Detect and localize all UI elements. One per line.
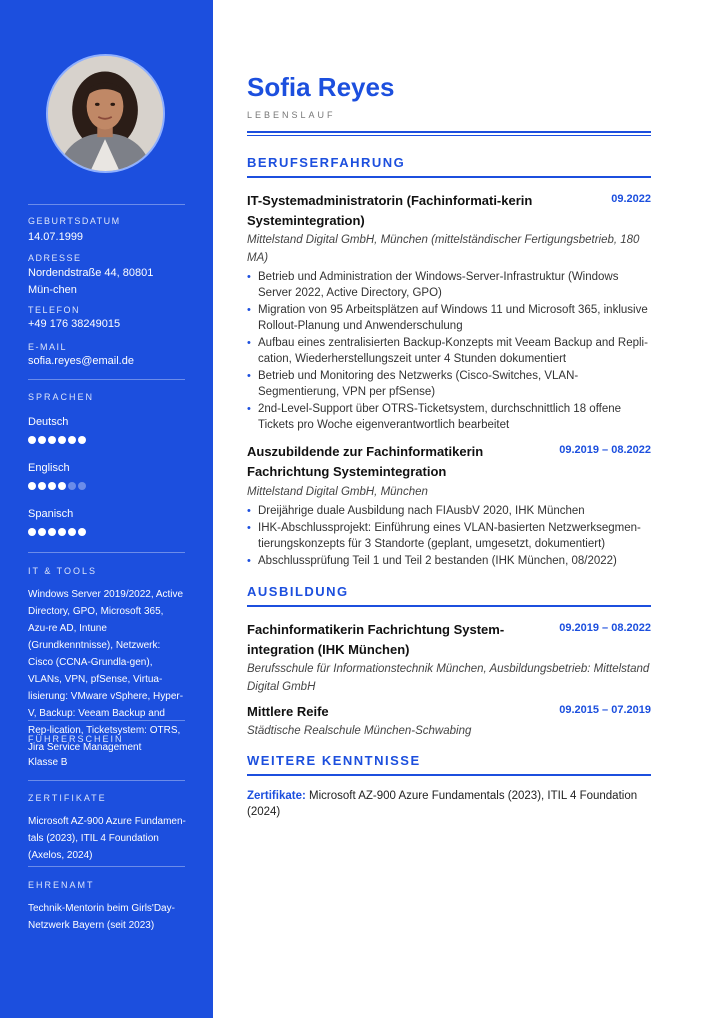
- list-item: • Abschlussprüfung Teil 1 und Teil 2 bestanden (IHK München, 08/2022): [247, 555, 617, 567]
- header-divider: [247, 135, 651, 136]
- education-title: Fachinformatikerin Fachrichtung System-integration (IHK München): [247, 622, 505, 657]
- level-dot-filled: [58, 436, 66, 444]
- page-title: Sofia Reyes: [247, 72, 395, 102]
- languages-heading: SPRACHEN: [28, 392, 95, 402]
- birthdate-label: GEBURTSDATUM: [28, 216, 121, 226]
- experience-heading: BERUFSERFAHRUNG: [247, 155, 406, 170]
- level-dot-filled: [28, 482, 36, 490]
- email-label: E-MAIL: [28, 342, 68, 352]
- license-text: Klasse B: [28, 757, 68, 768]
- sidebar-divider: [28, 720, 185, 721]
- job-bullets: [247, 269, 651, 434]
- level-dot-filled: [48, 528, 56, 536]
- address-label: ADRESSE: [28, 253, 82, 263]
- page-subtitle: LEBENSLAUF: [247, 110, 336, 120]
- list-item: • Migration von 95 Arbeitsplätzen auf Windows 11 und Microsoft 365, inklusive Rollout-Planung und Anwenderschulung: [247, 304, 648, 332]
- certificates-text: Microsoft AZ-900 Azure Fundamen-tals (2023), ITIL 4 Foundation (Axelos, 2024): [28, 816, 186, 861]
- job-title: Auszubildende zur Fachinformatikerin Fachrichtung Systemintegration: [247, 444, 484, 479]
- level-dot-filled: [78, 436, 86, 444]
- profile-photo: [46, 54, 165, 173]
- education-school: Städtische Realschule München-Schwabing: [247, 725, 472, 737]
- level-dot-filled: [48, 482, 56, 490]
- it-tools-heading: IT & TOOLS: [28, 566, 98, 576]
- level-dot-filled: [58, 482, 66, 490]
- sidebar-divider: [28, 379, 185, 380]
- sidebar-divider: [28, 780, 185, 781]
- certificates-line: [247, 788, 651, 820]
- education-date: 09.2015 – 07.2019: [559, 704, 651, 716]
- level-dot-filled: [78, 528, 86, 536]
- level-dot-filled: [58, 528, 66, 536]
- list-item: • Betrieb und Administration der Windows-Server-Infrastruktur (Windows Server 2022, Active Directory, GPO): [247, 271, 619, 299]
- job-bullets: [247, 503, 651, 570]
- level-dot-filled: [48, 436, 56, 444]
- header-divider: [247, 131, 651, 133]
- level-dot-filled: [38, 528, 46, 536]
- list-item: • Betrieb und Monitoring des Netzwerks (Cisco-Switches, VLAN-Segmentierung, VPN per pfSense): [247, 370, 579, 398]
- list-item: • Aufbau eines zentralisierten Backup-Konzepts mit Veeam Backup and Repli-cation, Wiederherstellungszeit unter 4 Stunden dokumentiert: [247, 337, 648, 365]
- job-company: Mittelstand Digital GmbH, München: [247, 486, 428, 498]
- volunteer-heading: EHRENAMT: [28, 880, 95, 890]
- it-tools-text: Windows Server 2019/2022, Active Directory, GPO, Microsoft 365, Azu-re AD, Intune (Grundkenntnisse), Netzwerk: Cisco (CCNA-Grundla-gen), VLANs, VPN, pfSense, Virtua-lisierung: VMware vSphere, Hyper-V, Backup: Veeam Backup and Rep-lication, Ticketsystem: OTRS, Jira Service Management: [28, 589, 184, 753]
- education-school: Berufsschule für Informationstechnik München, Ausbildungsbetrieb: Mittelstand Digital GmbH: [247, 663, 650, 693]
- education-date: 09.2019 – 08.2022: [559, 622, 651, 634]
- job-date: 09.2022: [611, 193, 651, 205]
- certificates-key: Zertifikate:: [247, 790, 306, 802]
- level-dot-filled: [28, 436, 36, 444]
- level-dot-filled: [38, 436, 46, 444]
- volunteer-text: Technik-Mentorin beim Girls'Day-Netzwerk Bayern (seit 2023): [28, 903, 175, 931]
- birthdate-value: 14.07.1999: [28, 231, 84, 243]
- level-dot-empty: [68, 482, 76, 490]
- certificates-value: Microsoft AZ-900 Azure Fundamentals (2023), ITIL 4 Foundation (2024): [247, 790, 638, 818]
- sidebar: [0, 0, 213, 1018]
- language-level-dots: [28, 528, 86, 536]
- license-heading: FÜHRERSCHEIN: [28, 734, 124, 744]
- certificates-heading: ZERTIFIKATE: [28, 793, 107, 803]
- level-dot-filled: [38, 482, 46, 490]
- language-level-dots: [28, 436, 86, 444]
- skills-heading: WEITERE KENNTNISSE: [247, 753, 421, 768]
- language-name: Spanisch: [28, 508, 74, 520]
- level-dot-filled: [28, 528, 36, 536]
- language-name: Englisch: [28, 462, 70, 474]
- level-dot-filled: [68, 528, 76, 536]
- job-date: 09.2019 – 08.2022: [559, 444, 651, 456]
- education-title: Mittlere Reife: [247, 704, 329, 719]
- phone-value: +49 176 38249015: [28, 318, 121, 330]
- email-value: sofia.reyes@email.de: [28, 355, 134, 367]
- list-item: • Dreijährige duale Ausbildung nach FIAusbV 2020, IHK München: [247, 505, 585, 517]
- section-divider: [247, 605, 651, 607]
- level-dot-empty: [78, 482, 86, 490]
- section-divider: [247, 774, 651, 776]
- sidebar-divider: [28, 552, 185, 553]
- list-item: • 2nd-Level-Support über OTRS-Ticketsystem, durchschnittlich 18 offene Tickets pro Woche eigenverantwortlich bearbeitet: [247, 403, 622, 431]
- level-dot-filled: [68, 436, 76, 444]
- job-company: Mittelstand Digital GmbH, München (mittelständischer Fertigungsbetrieb, 180 MA): [247, 234, 640, 264]
- list-item: • IHK-Abschlussprojekt: Einführung eines VLAN-basierten Netzwerksegmen-tierungskonzepts für 3 Standorte (geplant, umgesetzt, dokumentiert): [247, 522, 641, 550]
- job-title: IT-Systemadministratorin (Fachinformati-kerin Systemintegration): [247, 193, 533, 228]
- language-level-dots: [28, 482, 86, 490]
- sidebar-divider: [28, 204, 185, 205]
- sidebar-divider: [28, 866, 185, 867]
- language-name: Deutsch: [28, 416, 69, 428]
- education-heading: AUSBILDUNG: [247, 584, 349, 599]
- address-value: Nordendstraße 44, 80801 Mün-chen: [28, 267, 154, 296]
- section-divider: [247, 176, 651, 178]
- phone-label: TELEFON: [28, 305, 81, 315]
